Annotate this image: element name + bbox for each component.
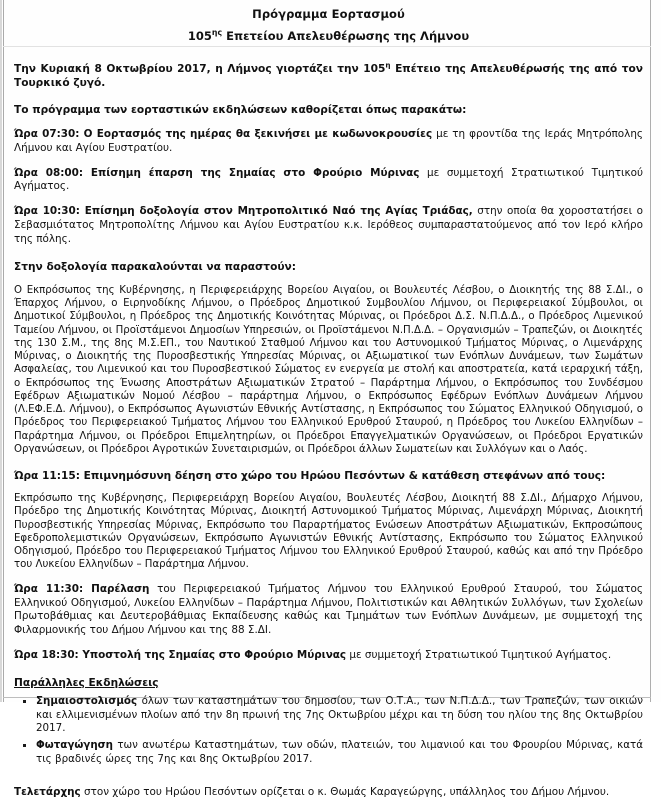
intro-paragraph [14,62,643,90]
doxology-attendance-heading: Στην δοξολογία παρακαλούνται να παραστούν: [14,260,296,273]
event-1830 [14,649,643,663]
page-left-border-line [3,0,4,702]
event-0800 [14,167,643,195]
bullet-1-text: των ανωτέρω Καταστημάτων, των οδών, πλατειών, του λιμανιού και του Φρουρίου Μύρινας, κατά τις βραδινές ώρες της 7ης και 8ης Οκτωβρίου 2017. [36,738,643,765]
event-1130-detail: του Περιφερειακού Τμήματος Λήμνου του Ελληνικού Ερυθρού Σταυρού, του Σώματος Ελληνικού Οδηγισμού, Λυκείου Ελληνίδων – Παράρτημα Λήμνου, Πολιτιστικών και Αθλητικών Συλλόγων, των Σχολείων Πρωτοβάθμιας και Δευτεροβάθμιας Εκπαίδευσης καθώς και Τμημάτων των Ενόπλων Δυνάμεων, με συμμετοχή της Φιλαρμονικής του Δήμου Λήμνου και της 88 Σ.ΔΙ. [14,582,643,637]
ceremony-master-note [14,786,643,800]
ceremony-master-term: Τελετάρχης [14,786,81,799]
document-title: Πρόγραμμα Εορτασμού [252,7,405,21]
event-0730-title: Ώρα 07:30: Ο Εορτασμός της ημέρας θα ξεκινήσει με κωδωνοκρουσίες [14,127,433,140]
subtitle-rest: Επετείου Απελευθέρωσης της Λήμνου [222,29,470,44]
event-1030-title: Ώρα 10:30: Επίσημη δοξολογία στον Μητροπολιτικό Ναό της Αγίας Τριάδας, [14,205,473,218]
event-1115-roster: Εκπρόσωπο της Κυβέρνησης, Περιφερειάρχη Βορείου Αιγαίου, Βουλευτές Λέσβου, Διοικητή 88 Σ.ΔΙ., Δήμαρχο Λήμνου, Πρόεδρο της Δημοτικής Κοινότητας Μύρινας, Διοικητή Αστυνομικού Τμήματος Μύρινας, Λιμενάρχη Μύρινας, Διοικητή Πυροσβεστικής Υπηρεσίας Μύρινας, Εκπρόσωπο του Παραρτήματος Ενώσεων Αποστράτων Αξιωματικών, Εκπροσώπους Εφεδροπολεμιστικών Οργανώσεων, Εκπρόσωπο Αγωνιστών Εθνικής Αντίστασης, Εκπρόσωπο του Σώματος Ελληνικού Οδηγισμού, Πρόεδρο του Περιφερειακού Τμήματος Λήμνου του Ελληνικού Ερυθρού Σταυρού, καθώς και από την Πρόεδρο του Λυκείου Ελληνίδων – Παράρτημα Λήμνου. [14,493,643,571]
event-0800-title: Ώρα 08:00: Επίσημη έπαρση της Σημαίας στο Φρούριο Μύρινας [14,166,420,179]
doxology-attendee-roster: Ο Εκπρόσωπος της Κυβέρνησης, η Περιφερειάρχης Βορείου Αιγαίου, οι Βουλευτές Λέσβου, ο Διοικητής της 88 Σ.ΔΙ., ο Έπαρχος Λήμνου, ο Ειρηνοδίκης Λήμνου, ο Πρόεδρος Δημοτικού Συμβουλίου Λήμνου, οι Περιφερειακοί Σύμβουλοι, οι Δημοτικοί Σύμβουλοι, η Πρόεδρος της Δημοτικής Κοινότητας Μύρινας, οι Πρόεδροι Δ.Σ. Ν.Π.Δ.Δ., ο Πρόεδρος Λιμενικού Ταμείου Λήμνου, οι Προϊστάμενοι Δημοσίων Υπηρεσιών, οι Προϊστάμενοι Ν.Π.Δ.Δ. – Οργανισμών – Τραπεζών, οι Διοικητές της 130 Σ.Μ., της 8ης Μ.Σ.ΕΠ., του Ναυτικού Σταθμού Λήμνου και του Αστυνομικού Τμήματος Μύρινας, ο Λιμενάρχης Μύρινας, ο Διοικητής της Πυροσβεστικής Υπηρεσίας Μύρινας, οι Αξιωματικοί των Ενόπλων Δυνάμεων, των Σωμάτων Ασφαλείας, του Λιμενικού και του Πυροσβεστικού Σώματος εν ενεργεία με στολή και αποστρατεία, κατά ιεραρχική τάξη, ο Εκπρόσωπος της Ένωσης Αποστράτων Αξιωματικών Στρατού – Παράρτημα Λήμνου, ο Εκπρόσωπος του Συνδέσμου Εφέδρων Αξιωματικών Νομού Λέσβου – παράρτημα Λήμνου, ο Εκπρόσωπος Εφέδρων Ενόπλων Δυνάμεων Λήμνου (Λ.ΕΦ.Ε.Δ. Λήμνου), ο Εκπρόσωπος Αγωνιστών Εθνικής Αντίστασης, η Εκπρόσωπος του Σώματος Ελληνικού Οδηγισμού, ο Πρόεδρος του Περιφερειακού Τμήματος Λήμνου του Ελληνικού Ερυθρού Σταυρού, η Πρόεδρος του Λυκείου Ελληνίδων – Παράρτημα Λήμνου, οι Πρόεδροι Επιμελητηρίων, οι Πρόεδροι Επαγγελματικών Οργανώσεων, οι Πρόεδροι Εργατικών Οργανώσεων, οι Πρόεδροι Αγροτικών Συνεταιρισμών, οι Πρόεδροι άλλων Σωματείων και Συλλόγων και ο Λαός. [14,284,643,455]
event-1115-heading: Ώρα 11:15: Επιμνημόσυνη δέηση στο χώρο του Ηρώου Πεσόντων & κατάθεση στεφάνων από τους: [14,470,606,483]
bullet-0-term: Σημαιοστολισμός [36,694,138,707]
parallel-events-heading: Παράλληλες Εκδηλώσεις [14,676,159,689]
list-item [14,695,643,736]
document-subtitle [14,29,643,43]
document-body [14,0,643,799]
event-1830-title: Ώρα 18:30: Υποστολή της Σημαίας στο Φρούριο Μύρινας [14,649,347,661]
ceremony-master-text: στον χώρο του Ηρώου Πεσόντων ορίζεται ο κ. Θωμάς Καραγεώργης, υπάλληλος του Δήμου Λήμνου. [80,786,610,799]
event-0800-detail: με συμμετοχή Στρατιωτικού Τιμητικού Αγήματος. [14,166,643,193]
event-1030 [14,205,643,246]
intro-rest: Επέτειο της Απελευθέρωσής της από τον Τουρκικό ζυγό. [14,62,643,89]
subtitle-number: 105 [187,29,212,44]
program-note: Το πρόγραμμα των εορταστικών εκδηλώσεων καθορίζεται όπως παρακάτω: [14,103,467,116]
page-right-border-line [650,0,651,702]
event-0730 [14,128,643,156]
bullet-0-text: όλων των καταστημάτων του δημοσίου, των Ο.Τ.Α., των Ν.Π.Δ.Δ., των Τραπεζών, των οικιών και ελλιμενισμένων πλοίων από την 8η πρωινή της 7ης Οκτωβρίου μέχρι και τη δύση του ηλίου της 8ης Οκτωβρίου 2017. [36,694,643,735]
intro-prefix: Την Κυριακή 8 Οκτωβρίου 2017, η Λήμνος γιορτάζει την 105 [14,62,386,75]
subtitle-ordinal-suffix: ης [211,28,223,38]
bullet-1-term: Φωταγώγηση [36,738,114,751]
event-1030-detail: στην οποία θα χοροστατήσει ο Σεβασμιότατος Μητροπολίτης Λήμνου και Αγίου Ευστρατίου κ.κ. Ιερόθεος συμπαραστατούμενος από τον Ιερό κλήρο της πόλης. [14,205,643,245]
parallel-events-list [14,695,643,766]
list-item [14,739,643,766]
event-1130 [14,583,643,638]
event-0730-detail: με τη φροντίδα της Ιεράς Μητρόπολης Λήμνου και Αγίου Ευστρατίου. [14,127,643,154]
event-1130-title: Ώρα 11:30: Παρέλαση [14,582,150,595]
page-left-margin-artifact [0,0,2,702]
event-1830-detail: με συμμετοχή Στρατιωτικού Τιμητικού Αγήματος. [346,649,612,661]
intro-ordinal-suffix: η [385,60,391,70]
